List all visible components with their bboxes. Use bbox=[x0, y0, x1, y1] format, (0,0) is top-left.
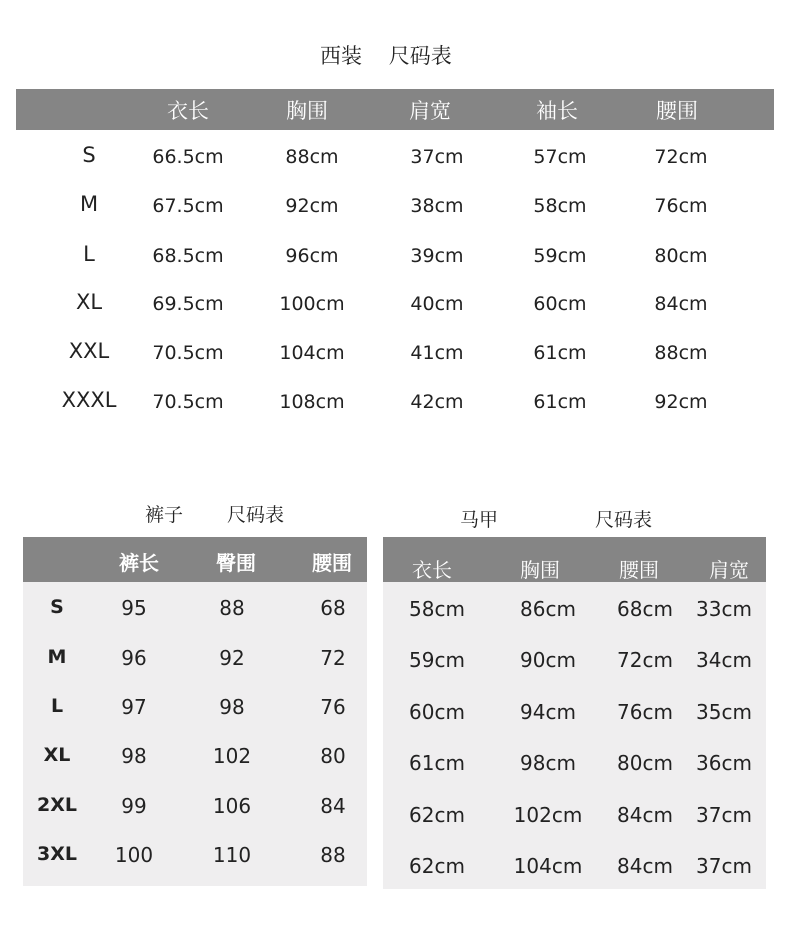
vest-table-cell: 86cm bbox=[520, 597, 576, 621]
suit-column-header: 衣长 bbox=[167, 99, 209, 123]
vest-table-cell: 62cm bbox=[409, 803, 465, 827]
pants-table-cell: 97 bbox=[121, 695, 147, 719]
suit-table-cell: 66.5cm bbox=[152, 146, 224, 168]
pants-table-cell: 88 bbox=[320, 843, 346, 867]
suit-table-cell: 100cm bbox=[279, 293, 345, 315]
vest-column-header: 腰围 bbox=[619, 558, 659, 582]
vest-table-cell: 36cm bbox=[696, 751, 752, 775]
suit-size-chart-title: 西装 尺码表 bbox=[320, 44, 452, 68]
vest-table-cell: 90cm bbox=[520, 648, 576, 672]
suit-table-cell: 37cm bbox=[410, 146, 464, 168]
suit-table-cell: 60cm bbox=[533, 293, 587, 315]
suit-column-header: 袖长 bbox=[536, 99, 578, 123]
vest-table-cell: 37cm bbox=[696, 854, 752, 878]
pants-table-panel bbox=[23, 582, 367, 886]
suit-table-cell: 76cm bbox=[654, 195, 708, 217]
suit-table-cell: 88cm bbox=[654, 342, 708, 364]
pants-table-cell: 98 bbox=[219, 695, 245, 719]
vest-title-label: 马甲 bbox=[460, 509, 499, 531]
vest-table-cell: 94cm bbox=[520, 700, 576, 724]
vest-table-panel bbox=[383, 582, 766, 889]
vest-table-cell: 33cm bbox=[696, 597, 752, 621]
suit-size-label: XXXL bbox=[61, 388, 117, 412]
suit-table-cell: 58cm bbox=[533, 195, 587, 217]
suit-table-cell: 88cm bbox=[285, 146, 339, 168]
vest-table-cell: 61cm bbox=[409, 751, 465, 775]
suit-table-cell: 92cm bbox=[285, 195, 339, 217]
vest-table-cell: 84cm bbox=[617, 854, 673, 878]
vest-table-cell: 72cm bbox=[617, 648, 673, 672]
vest-table-cell: 84cm bbox=[617, 803, 673, 827]
vest-table-cell: 35cm bbox=[696, 700, 752, 724]
vest-size-chart-title: 尺码表 bbox=[595, 509, 653, 531]
suit-table-cell: 108cm bbox=[279, 391, 345, 413]
suit-table-cell: 40cm bbox=[410, 293, 464, 315]
vest-table-cell: 104cm bbox=[513, 854, 583, 878]
pants-table-cell: 106 bbox=[212, 794, 252, 818]
vest-table-cell: 60cm bbox=[409, 700, 465, 724]
vest-table-cell: 34cm bbox=[696, 648, 752, 672]
suit-column-header: 腰围 bbox=[656, 99, 698, 123]
suit-column-header: 胸围 bbox=[286, 99, 328, 123]
pants-size-chart-title: 尺码表 bbox=[227, 504, 285, 526]
suit-column-header: 肩宽 bbox=[409, 99, 451, 123]
suit-table-cell: 67.5cm bbox=[152, 195, 224, 217]
pants-table-cell: 95 bbox=[121, 596, 147, 620]
suit-table-cell: 68.5cm bbox=[152, 245, 224, 267]
suit-size-label: XXL bbox=[68, 339, 110, 363]
vest-table-cell: 98cm bbox=[520, 751, 576, 775]
vest-table-cell: 80cm bbox=[617, 751, 673, 775]
suit-table-cell: 42cm bbox=[410, 391, 464, 413]
pants-table-cell: 96 bbox=[121, 646, 147, 670]
suit-table-cell: 38cm bbox=[410, 195, 464, 217]
suit-table-cell: 39cm bbox=[410, 245, 464, 267]
pants-column-header: 腰围 bbox=[312, 551, 352, 575]
suit-table-cell: 104cm bbox=[279, 342, 345, 364]
suit-table-cell: 41cm bbox=[410, 342, 464, 364]
vest-column-header: 胸围 bbox=[520, 558, 560, 582]
vest-table-cell: 59cm bbox=[409, 648, 465, 672]
pants-table-cell: 99 bbox=[121, 794, 147, 818]
pants-table-cell: 84 bbox=[320, 794, 346, 818]
pants-table-cell: 100 bbox=[114, 843, 154, 867]
suit-table-cell: 69.5cm bbox=[152, 293, 224, 315]
vest-table-cell: 62cm bbox=[409, 854, 465, 878]
pants-table-cell: 92 bbox=[219, 646, 245, 670]
vest-table-cell: 68cm bbox=[617, 597, 673, 621]
vest-table-cell: 37cm bbox=[696, 803, 752, 827]
vest-table-cell: 76cm bbox=[617, 700, 673, 724]
pants-table-cell: 76 bbox=[320, 695, 346, 719]
pants-table-cell: 110 bbox=[212, 843, 252, 867]
pants-table-cell: 88 bbox=[219, 596, 245, 620]
pants-table-cell: 102 bbox=[212, 744, 252, 768]
pants-table-cell: 98 bbox=[121, 744, 147, 768]
pants-size-label: 2XL bbox=[37, 794, 77, 816]
suit-table-cell: 92cm bbox=[654, 391, 708, 413]
vest-table-cell: 58cm bbox=[409, 597, 465, 621]
suit-table-cell: 80cm bbox=[654, 245, 708, 267]
suit-size-label: L bbox=[83, 242, 95, 266]
pants-column-header: 臀围 bbox=[216, 551, 256, 575]
vest-table-cell: 102cm bbox=[513, 803, 583, 827]
suit-table-cell: 72cm bbox=[654, 146, 708, 168]
pants-size-label: S bbox=[50, 596, 64, 618]
suit-size-label: S bbox=[82, 143, 96, 167]
pants-table-cell: 68 bbox=[320, 596, 346, 620]
pants-title-label: 裤子 bbox=[145, 504, 184, 526]
suit-table-cell: 70.5cm bbox=[152, 342, 224, 364]
pants-size-label: L bbox=[50, 695, 64, 717]
suit-size-label: M bbox=[79, 192, 99, 216]
pants-size-label: M bbox=[47, 646, 67, 668]
suit-table-cell: 84cm bbox=[654, 293, 708, 315]
suit-size-label: XL bbox=[75, 290, 103, 314]
pants-column-header: 裤长 bbox=[119, 551, 159, 575]
suit-table-cell: 96cm bbox=[285, 245, 339, 267]
suit-table-cell: 61cm bbox=[533, 342, 587, 364]
vest-column-header: 衣长 bbox=[412, 558, 452, 582]
suit-table-cell: 61cm bbox=[533, 391, 587, 413]
pants-size-label: 3XL bbox=[37, 843, 77, 865]
suit-table-cell: 57cm bbox=[533, 146, 587, 168]
suit-table-cell: 70.5cm bbox=[152, 391, 224, 413]
pants-table-cell: 80 bbox=[320, 744, 346, 768]
pants-table-cell: 72 bbox=[320, 646, 346, 670]
suit-table-cell: 59cm bbox=[533, 245, 587, 267]
pants-size-label: XL bbox=[43, 744, 71, 766]
vest-column-header: 肩宽 bbox=[709, 558, 749, 582]
